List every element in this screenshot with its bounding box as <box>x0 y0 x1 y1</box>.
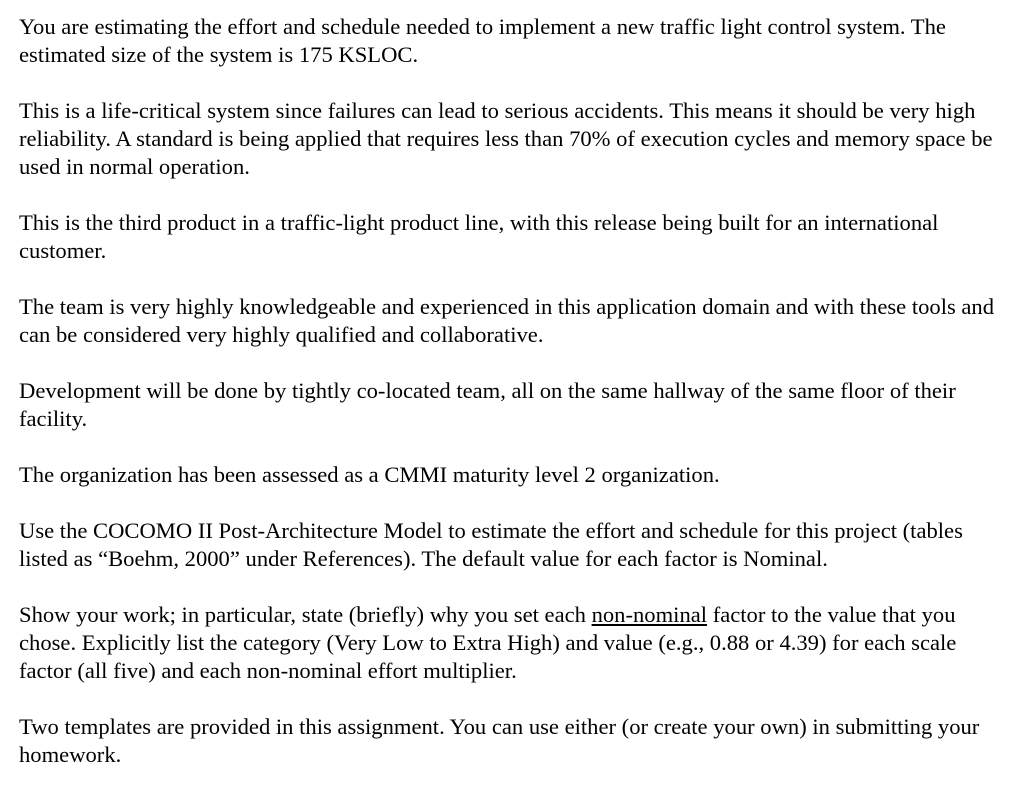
paragraph-cmmi-level: The organization has been assessed as a CMMI maturity level 2 organization. <box>19 462 720 487</box>
paragraph-reliability: This is a life-critical system since failures can lead to serious accidents. This means it should be very high reliability. A standard is being applied that requires less than 70% of execution cycles and memory space be used in normal operation. <box>19 98 993 179</box>
paragraph-cocomo-instructions: Use the COCOMO II Post-Architecture Model to estimate the effort and schedule for this project (tables listed as “Boehm, 2000” under References). The default value for each factor is Nominal. <box>19 518 963 571</box>
paragraph-colocation: Development will be done by tightly co-located team, all on the same hallway of the same floor of their facility. <box>19 378 956 431</box>
show-work-text-start: Show your work; in particular, state (briefly) why you set each <box>19 602 592 627</box>
paragraph-system-size: You are estimating the effort and schedule needed to implement a new traffic light control system. The estimated size of the system is 175 KSLOC. <box>19 14 946 67</box>
show-work-text-end: factor to the value that you chose. Explicitly list the category (Very Low to Extra High) and value (e.g., 0.88 or 4.39) for each scale factor (all five) and each non-nominal effort multiplier. <box>19 602 957 683</box>
paragraph-show-work <box>19 601 1009 685</box>
paragraph-templates: Two templates are provided in this assignment. You can use either (or create your own) in submitting your homework. <box>19 714 980 767</box>
paragraph-team-experience: The team is very highly knowledgeable and experienced in this application domain and with these tools and can be considered very highly qualified and collaborative. <box>19 294 995 347</box>
assignment-document <box>19 13 1009 769</box>
paragraph-product-line: This is the third product in a traffic-light product line, with this release being built for an international customer. <box>19 210 939 263</box>
non-nominal-emphasis: non-nominal <box>591 602 708 627</box>
